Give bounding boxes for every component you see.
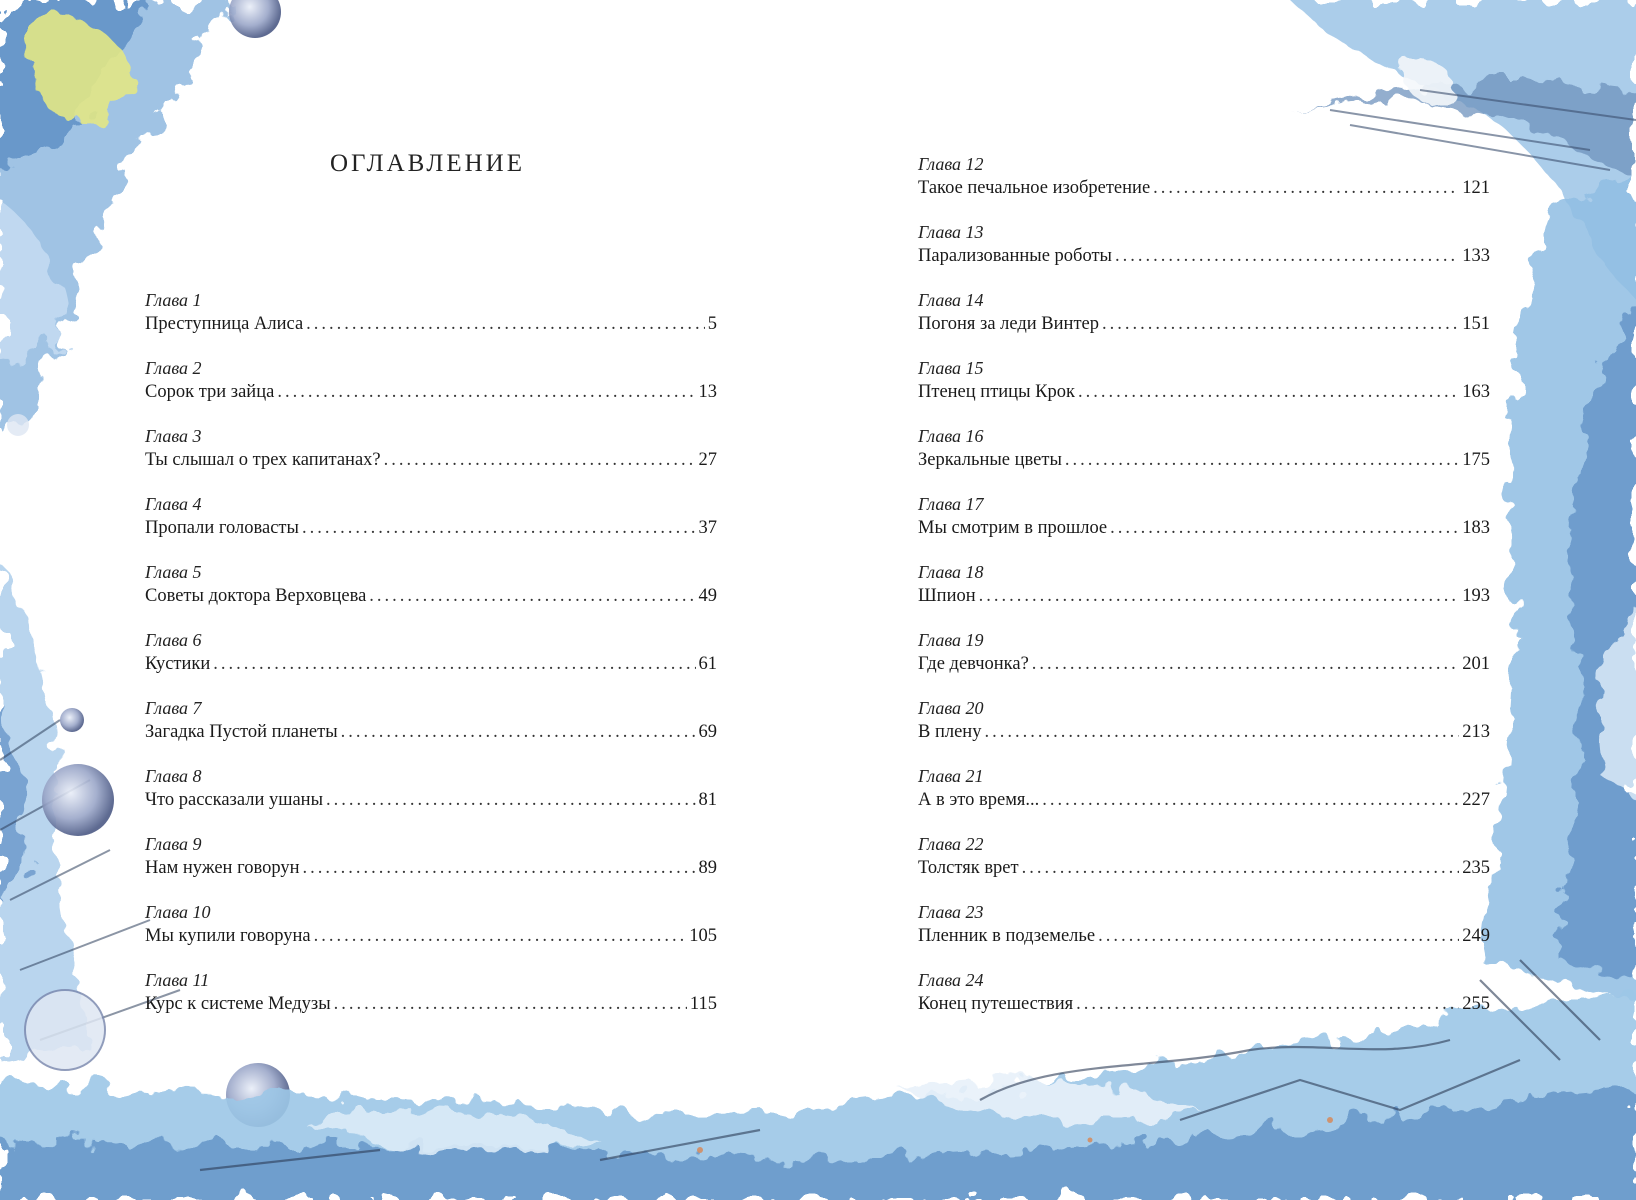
chapter-title: Сорок три зайца bbox=[145, 382, 275, 402]
toc-entry bbox=[145, 969, 717, 1037]
chapter-line bbox=[918, 515, 1490, 541]
dot-leader bbox=[979, 583, 1460, 609]
toc-entry bbox=[918, 901, 1490, 969]
page-number: 163 bbox=[1462, 382, 1490, 402]
chapter-line bbox=[918, 379, 1490, 405]
toc-entry bbox=[918, 629, 1490, 697]
chapter-title: Пропали головасты bbox=[145, 518, 299, 538]
dot-leader bbox=[1102, 311, 1459, 337]
dot-leader bbox=[1078, 379, 1459, 405]
dot-leader bbox=[306, 311, 705, 337]
chapter-number: Глава 19 bbox=[918, 630, 984, 650]
page-number: 151 bbox=[1462, 314, 1490, 334]
chapter-number: Глава 11 bbox=[145, 970, 210, 990]
top-left-small-orb bbox=[7, 414, 29, 436]
page-number: 81 bbox=[698, 790, 717, 810]
page-number: 49 bbox=[698, 586, 717, 606]
page-number: 255 bbox=[1462, 994, 1490, 1014]
top-left-orb bbox=[229, 0, 281, 38]
chapter-title: Ты слышал о трех капитанах? bbox=[145, 450, 381, 470]
dot-leader bbox=[369, 583, 695, 609]
page-number: 213 bbox=[1462, 722, 1490, 742]
chapter-title: Птенец птицы Крок bbox=[918, 382, 1075, 402]
chapter-number: Глава 14 bbox=[918, 290, 984, 310]
toc-entry bbox=[918, 289, 1490, 357]
chapter-number: Глава 9 bbox=[145, 834, 202, 854]
chapter-title: Такое печальное изобретение bbox=[918, 178, 1151, 198]
chapter-title: Советы доктора Верховцева bbox=[145, 586, 367, 606]
toc-entry bbox=[145, 425, 717, 493]
page-number: 227 bbox=[1462, 790, 1490, 810]
chapter-line bbox=[918, 991, 1490, 1017]
chapter-title: Погоня за леди Винтер bbox=[918, 314, 1099, 334]
dot-leader bbox=[1115, 243, 1459, 269]
page-number: 61 bbox=[698, 654, 717, 674]
chapter-number: Глава 1 bbox=[145, 290, 202, 310]
chapter-number: Глава 20 bbox=[918, 698, 984, 718]
chapter-line bbox=[918, 583, 1490, 609]
toc-left-column bbox=[145, 289, 717, 1037]
chapter-number: Глава 15 bbox=[918, 358, 984, 378]
chapter-number: Глава 18 bbox=[918, 562, 984, 582]
dot-leader bbox=[334, 991, 687, 1017]
chapter-title: Курс к системе Медузы bbox=[145, 994, 331, 1014]
chapter-title: Нам нужен говорун bbox=[145, 858, 300, 878]
page-number: 69 bbox=[698, 722, 717, 742]
chapter-title: Загадка Пустой планеты bbox=[145, 722, 338, 742]
chapter-number: Глава 4 bbox=[145, 494, 202, 514]
dot-leader bbox=[1042, 787, 1459, 813]
chapter-title: В плену bbox=[918, 722, 982, 742]
chapter-number: Глава 13 bbox=[918, 222, 984, 242]
chapter-title: Кустики bbox=[145, 654, 211, 674]
page-number: 5 bbox=[707, 314, 717, 334]
chapter-line bbox=[918, 787, 1490, 813]
chapter-number: Глава 22 bbox=[918, 834, 984, 854]
chapter-number: Глава 21 bbox=[918, 766, 984, 786]
dot-leader bbox=[302, 855, 695, 881]
chapter-line bbox=[145, 583, 717, 609]
chapter-title: Преступница Алиса bbox=[145, 314, 304, 334]
chapter-line bbox=[145, 447, 717, 473]
page-number: 249 bbox=[1462, 926, 1490, 946]
dot-leader bbox=[384, 447, 696, 473]
chapter-title: Конец путешествия bbox=[918, 994, 1074, 1014]
chapter-number: Глава 2 bbox=[145, 358, 202, 378]
page-number: 105 bbox=[689, 926, 717, 946]
toc-right-column bbox=[918, 153, 1490, 1037]
page-number: 89 bbox=[698, 858, 717, 878]
chapter-title: Зеркальные цветы bbox=[918, 450, 1062, 470]
chapter-line bbox=[145, 991, 717, 1017]
chapter-line bbox=[145, 515, 717, 541]
chapter-line bbox=[145, 311, 717, 337]
chapter-title: Где девчонка? bbox=[918, 654, 1029, 674]
chapter-line bbox=[918, 855, 1490, 881]
dot-leader bbox=[213, 651, 695, 677]
chapter-title: А в это время... bbox=[918, 790, 1040, 810]
page-number: 133 bbox=[1462, 246, 1490, 266]
chapter-title: Пленник в подземелье bbox=[918, 926, 1096, 946]
dot-leader bbox=[1032, 651, 1459, 677]
chapter-line bbox=[145, 379, 717, 405]
chapter-line bbox=[918, 719, 1490, 745]
chapter-number: Глава 24 bbox=[918, 970, 984, 990]
page-number: 183 bbox=[1462, 518, 1490, 538]
dot-leader bbox=[1153, 175, 1459, 201]
chapter-number: Глава 8 bbox=[145, 766, 202, 786]
chapter-number: Глава 12 bbox=[918, 154, 984, 174]
toc-entry bbox=[145, 697, 717, 765]
chapter-line bbox=[918, 447, 1490, 473]
dot-leader bbox=[1076, 991, 1459, 1017]
page-number: 201 bbox=[1462, 654, 1490, 674]
toc-entry bbox=[145, 493, 717, 561]
page-number: 27 bbox=[698, 450, 717, 470]
toc-entry bbox=[918, 833, 1490, 901]
chapter-title: Мы купили говоруна bbox=[145, 926, 311, 946]
page-number: 115 bbox=[689, 994, 717, 1014]
chapter-number: Глава 7 bbox=[145, 698, 202, 718]
toc-entry bbox=[145, 357, 717, 425]
chapter-line bbox=[918, 311, 1490, 337]
page-title: ОГЛАВЛЕНИЕ bbox=[330, 150, 525, 177]
chapter-number: Глава 17 bbox=[918, 494, 984, 514]
chapter-line bbox=[918, 243, 1490, 269]
dot-leader bbox=[277, 379, 695, 405]
dot-leader bbox=[1065, 447, 1459, 473]
chapter-title: Парализованные роботы bbox=[918, 246, 1112, 266]
chapter-title: Шпион bbox=[918, 586, 976, 606]
left-orb-medium bbox=[25, 990, 105, 1070]
chapter-number: Глава 23 bbox=[918, 902, 984, 922]
right-edge-paint bbox=[1480, 180, 1636, 1000]
chapter-number: Глава 5 bbox=[145, 562, 202, 582]
dot-leader bbox=[341, 719, 696, 745]
page-number: 235 bbox=[1462, 858, 1490, 878]
page-number: 193 bbox=[1462, 586, 1490, 606]
dot-leader bbox=[1110, 515, 1459, 541]
toc-entry bbox=[145, 561, 717, 629]
toc-entry bbox=[918, 357, 1490, 425]
page-number: 121 bbox=[1462, 178, 1490, 198]
toc-entry bbox=[918, 765, 1490, 833]
page-number: 13 bbox=[698, 382, 717, 402]
toc-entry bbox=[918, 221, 1490, 289]
chapter-line bbox=[145, 923, 717, 949]
chapter-line bbox=[145, 855, 717, 881]
chapter-line bbox=[918, 175, 1490, 201]
left-orb-small bbox=[60, 708, 84, 732]
dot-leader bbox=[326, 787, 695, 813]
chapter-line bbox=[145, 719, 717, 745]
dot-leader bbox=[984, 719, 1459, 745]
chapter-line bbox=[145, 651, 717, 677]
dot-leader bbox=[302, 515, 696, 541]
chapter-line bbox=[918, 651, 1490, 677]
chapter-title: Что рассказали ушаны bbox=[145, 790, 324, 810]
toc-entry bbox=[145, 833, 717, 901]
toc-entry bbox=[918, 153, 1490, 221]
chapter-line bbox=[145, 787, 717, 813]
dot-leader bbox=[1098, 923, 1459, 949]
toc-entry bbox=[918, 425, 1490, 493]
chapter-title: Толстяк врет bbox=[918, 858, 1019, 878]
toc-entry bbox=[918, 561, 1490, 629]
chapter-number: Глава 3 bbox=[145, 426, 202, 446]
toc-entry bbox=[145, 765, 717, 833]
chapter-number: Глава 16 bbox=[918, 426, 984, 446]
page-number: 37 bbox=[698, 518, 717, 538]
toc-entry bbox=[918, 969, 1490, 1037]
toc-entry bbox=[918, 697, 1490, 765]
dot-leader bbox=[1022, 855, 1460, 881]
chapter-number: Глава 10 bbox=[145, 902, 211, 922]
dot-leader bbox=[314, 923, 687, 949]
chapter-title: Мы смотрим в прошлое bbox=[918, 518, 1108, 538]
toc-entry bbox=[145, 629, 717, 697]
toc-entry bbox=[918, 493, 1490, 561]
left-orb-large bbox=[42, 764, 114, 836]
toc-entry bbox=[145, 289, 717, 357]
page-number: 175 bbox=[1462, 450, 1490, 470]
chapter-line bbox=[918, 923, 1490, 949]
toc-entry bbox=[145, 901, 717, 969]
chapter-number: Глава 6 bbox=[145, 630, 202, 650]
